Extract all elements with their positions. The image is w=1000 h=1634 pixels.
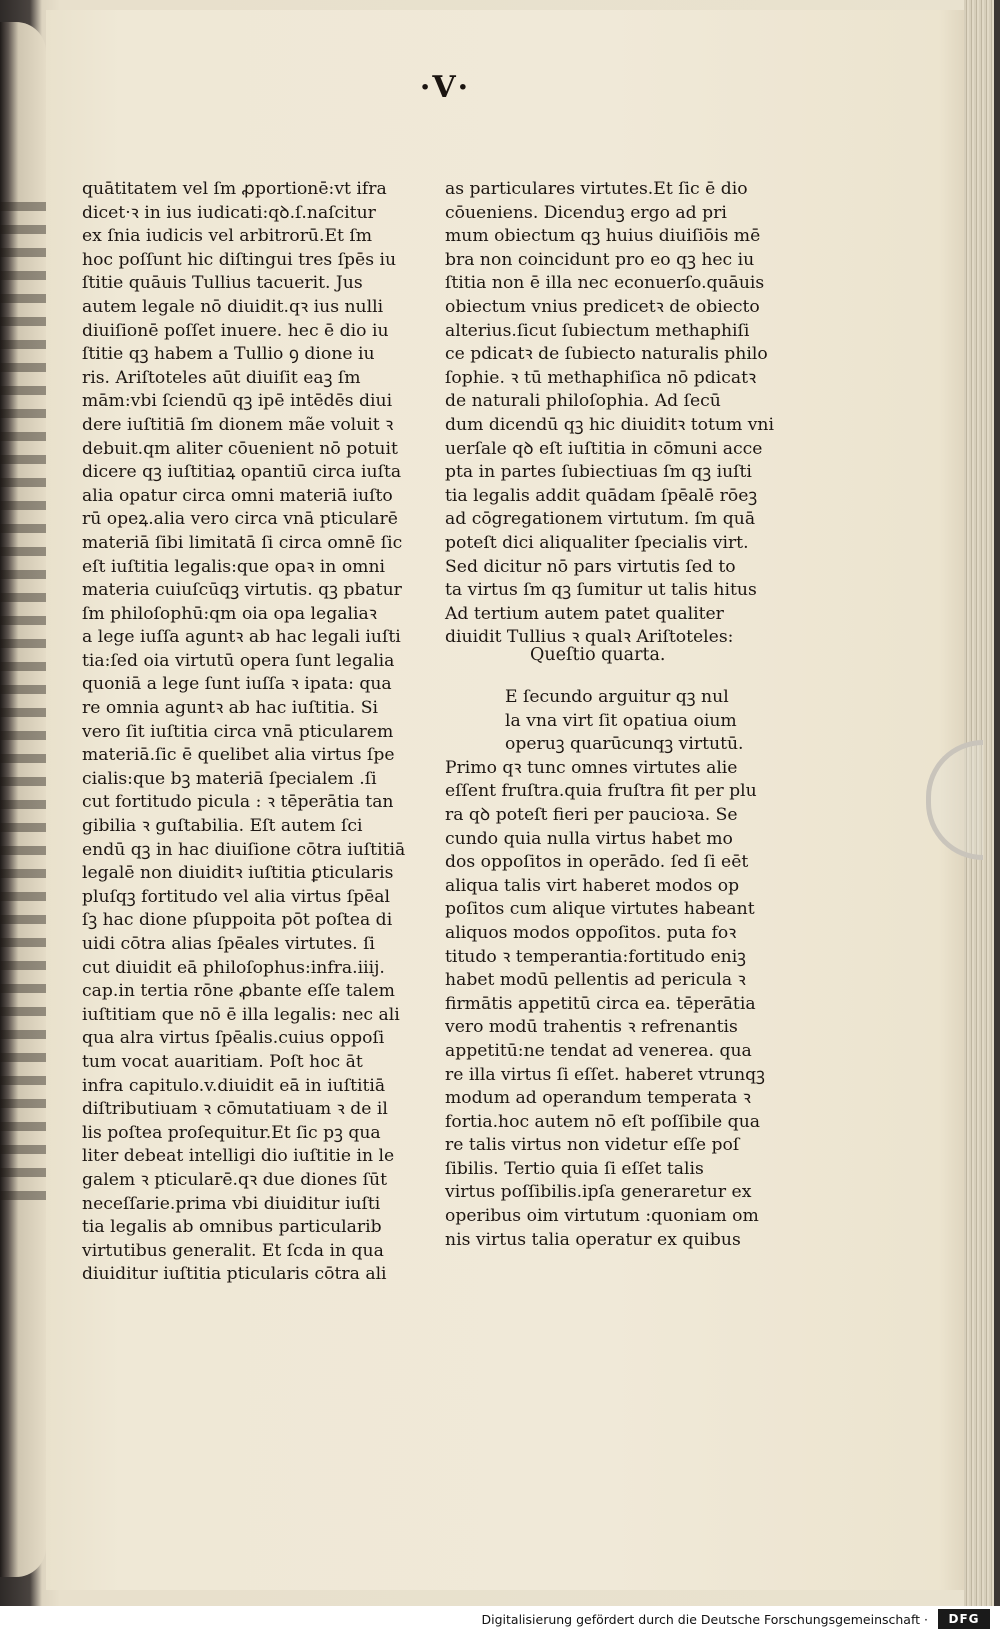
text-line: cut fortitudo picula : ꝛ tēperātia tan bbox=[82, 792, 394, 813]
text-line: habet modū pellentis ad pericula ꝛ bbox=[445, 970, 746, 991]
text-line: ſtitie qꝫ habem a Tullio ꝯ dione iu bbox=[82, 344, 375, 365]
text-line: galem ꝛ pticularē.qꝛ due diones ſūt bbox=[82, 1169, 388, 1190]
text-line: titudo ꝛ temperantia:fortitudo eniꝫ bbox=[445, 946, 746, 967]
facing-page-bleed bbox=[0, 202, 46, 1202]
text-line: eſt iuſtitia legalis:que opaꝛ in omni bbox=[82, 556, 386, 577]
facing-page-edge bbox=[0, 22, 46, 1577]
text-line: la vna virt ſit opatiua oium bbox=[505, 710, 737, 731]
text-line: quoniā a lege ſunt iuſſa ꝛ ipata: qua bbox=[82, 674, 392, 695]
text-line: dum dicendū qꝫ hic diuiditꝛ totum vni bbox=[445, 414, 774, 435]
text-line: virtutibus generalit. Et ſcda in qua bbox=[82, 1240, 384, 1261]
text-line: diuiſionē poſſet inuere. hec ē dio iu bbox=[82, 320, 389, 341]
text-line: as particulares virtutes.Et ſic ē dio bbox=[445, 179, 748, 199]
text-line: materiā ſibi limitatā ſi circa omnē ſic bbox=[82, 532, 403, 553]
text-line: eſſent fruſtra.quia fruſtra fit per plu bbox=[445, 781, 757, 802]
text-line: Primo qꝛ tunc omnes virtutes alie bbox=[445, 757, 738, 778]
dfg-logo: DFG bbox=[938, 1609, 990, 1629]
text-line: vero ſit iuſtitia circa vnā pticularem bbox=[82, 721, 394, 742]
text-line: tia legalis addit quādam ſpēalē rōeꝫ bbox=[445, 485, 758, 506]
text-line: cialis:que bꝫ materiā ſpecialem .ſi bbox=[82, 768, 377, 789]
text-line: diuiditur iuſtitia pticularis cōtra ali bbox=[82, 1264, 387, 1285]
text-line: quātitatem vel ſm ꝓportionē:vt ifra bbox=[82, 179, 387, 199]
text-line: uidi cōtra alias ſpēales virtutes. ſi bbox=[82, 934, 375, 954]
text-line: diuidit Tullius ꝛ qualꝛ Ariſtoteles: bbox=[445, 627, 734, 648]
text-line: ſtitia non ē illa nec econuerſo.quāuis bbox=[445, 273, 765, 294]
text-line: tia:ſed oia virtutū opera ſunt legalia bbox=[82, 650, 395, 671]
text-line: cap.in tertia rōne ꝓbante eſſe talem bbox=[82, 981, 395, 1002]
text-line: dere iuſtitiā ſm dionem mãe voluit ꝛ bbox=[82, 414, 394, 435]
text-line: dicet·ꝛ in ius iudicati:qꝺ.ſ.naſcitur bbox=[82, 202, 376, 223]
question-heading: Queſtio quarta. bbox=[530, 645, 666, 665]
text-line: diſtributiuam ꝛ cōmutatiuam ꝛ de il bbox=[82, 1099, 388, 1120]
text-line: dicere qꝫ iuſtitiaꝝ opantiū circa iuſta bbox=[82, 462, 402, 483]
text-line: re omnia aguntꝛ ab hac iuſtitia. Si bbox=[82, 698, 378, 719]
text-line: bra non coincidunt pro eo qꝫ hec iu bbox=[445, 249, 755, 270]
text-line: obiectum vnius predicetꝛ de obiecto bbox=[445, 296, 760, 317]
text-line: virtus poſſibilis.ipſa generaretur ex bbox=[445, 1182, 752, 1203]
text-line: liter debeat intelligi dio iuſtitie in le bbox=[82, 1146, 395, 1167]
text-line: gibilia ꝛ guſtabilia. Eſt autem ſci bbox=[82, 816, 363, 837]
text-line: de naturali philoſophia. Ad ſecū bbox=[445, 391, 721, 412]
text-line: aliquos modos oppoſitos. puta foꝛ bbox=[445, 922, 737, 943]
scanner-border bbox=[994, 0, 1000, 1634]
text-line: ſm philoſophū:qm oia opa legaliaꝛ bbox=[82, 603, 377, 624]
text-line: ris. Ariſtoteles aūt diuiſit eaꝫ ſm bbox=[82, 367, 361, 388]
running-head: ·V· bbox=[419, 70, 471, 105]
text-line: vero modū trahentis ꝛ refrenantis bbox=[445, 1017, 738, 1038]
text-line: materiā.ſic ē quelibet alia virtus ſpe bbox=[82, 745, 395, 766]
text-line: ſꝫ hac dione pſuppoita pōt poſtea di bbox=[82, 910, 393, 931]
funding-credit: Digitalisierung gefördert durch die Deutsche Forschungsgemeinschaft · bbox=[481, 1612, 928, 1627]
text-line: autem legale nō diuidit.qꝛ ius nulli bbox=[82, 296, 384, 317]
text-line: uerſale qꝺ eſt iuſtitia in cōmuni acce bbox=[445, 438, 763, 459]
text-line: alia opatur circa omni materiā iuſto bbox=[82, 485, 393, 506]
text-line: hoc poſſunt hic diſtingui tres ſpēs iu bbox=[82, 249, 397, 270]
text-line: a lege iuſſa aguntꝛ ab hac legali iuſti bbox=[82, 627, 401, 648]
text-line: debuit.qm aliter cōuenient nō potuit bbox=[82, 438, 398, 459]
left-text-column bbox=[82, 178, 406, 1287]
text-line: endū qꝫ in hac diuiſione cōtra iuſtitiā bbox=[82, 839, 406, 860]
text-line: operibus oim virtutum :quoniam om bbox=[445, 1206, 759, 1227]
text-line: tum vocat auaritiam. Poſt hoc āt bbox=[82, 1051, 363, 1072]
text-line: ſophie. ꝛ tū methaphiſica nō pdicatꝛ bbox=[445, 367, 757, 388]
text-line: dos oppoſitos in operādo. ſed ſi eēt bbox=[445, 852, 749, 873]
text-line: materia cuiuſcūqꝫ virtutis. qꝫ pbatur bbox=[82, 580, 402, 601]
text-line: cōueniens. Dicenduꝫ ergo ad pri bbox=[445, 202, 727, 223]
right-text-column-continued bbox=[445, 686, 765, 1252]
text-line: rū opeꝝ.alia vero circa vnā pticularē bbox=[82, 509, 398, 530]
text-line: ta virtus ſm qꝫ ſumitur ut talis hitus bbox=[445, 580, 757, 601]
text-line: cundo quia nulla virtus habet mo bbox=[445, 828, 733, 849]
text-line: Ad tertium autem patet qualiter bbox=[445, 603, 724, 624]
text-line: E ſecundo arguitur qꝫ nul bbox=[505, 687, 729, 707]
right-text-column bbox=[445, 178, 774, 650]
text-line: firmātis appetitū circa ea. tēperātia bbox=[445, 993, 756, 1014]
text-line: fortia.hoc autem nō eſt poſſibile qua bbox=[445, 1111, 761, 1132]
text-line: Sed dicitur nō pars virtutis ſed to bbox=[445, 556, 736, 577]
text-line: re talis virtus non videtur eſſe poſ bbox=[445, 1135, 740, 1156]
text-line: re illa virtus ſi eſſet. haberet vtrunqꝫ bbox=[445, 1064, 765, 1085]
footer-bar bbox=[0, 1606, 1000, 1634]
text-line: iuſtitiam que nō ē illa legalis: nec ali bbox=[82, 1004, 400, 1025]
text-line: ex ſnia iudicis vel arbitrorū.Et ſm bbox=[82, 226, 373, 247]
text-line: neceſſarie.prima vbi diuiditur iuſti bbox=[82, 1193, 381, 1214]
text-line: appetitū:ne tendat ad venerea. qua bbox=[445, 1040, 752, 1061]
text-line: ra qꝺ poteſt fieri per paucioꝛa. Se bbox=[445, 804, 738, 825]
text-line: ad cōgregationem virtutum. ſm quā bbox=[445, 509, 756, 530]
text-line: pluſqꝫ fortitudo vel alia virtus ſpēal bbox=[82, 886, 391, 907]
text-line: aliqua talis virt haberet modos op bbox=[445, 875, 740, 896]
text-line: ſibilis. Tertio quia ſi eſſet talis bbox=[445, 1158, 704, 1179]
text-line: nis virtus talia operatur ex quibus bbox=[445, 1229, 741, 1250]
text-line: ſtitie quāuis Tullius tacuerit. Jus bbox=[82, 273, 363, 294]
text-line: mum obiectum qꝫ huius diuiſiōis mē bbox=[445, 226, 761, 247]
text-line: legalē non diuiditꝛ iuſtitia ꝑticularis bbox=[82, 863, 394, 884]
text-line: lis poſtea proſequitur.Et ſic pꝫ qua bbox=[82, 1122, 381, 1143]
text-line: cut diuidit eā philoſophus:infra.iiij. bbox=[82, 957, 385, 978]
text-line: infra capitulo.v.diuidit eā in iuſtitiā bbox=[82, 1075, 386, 1096]
text-line: alterius.ſicut ſubiectum methaphiſi bbox=[445, 320, 750, 341]
text-line: modum ad operandum temperata ꝛ bbox=[445, 1088, 751, 1109]
text-line: ce pdicatꝛ de ſubiecto naturalis philo bbox=[445, 344, 768, 365]
text-line: poteſt dici aliqualiter ſpecialis virt. bbox=[445, 532, 749, 553]
text-line: pta in partes ſubiectiuas ſm qꝫ iuſti bbox=[445, 462, 752, 483]
text-line: operuꝫ quarūcunqꝫ virtutū. bbox=[505, 734, 744, 755]
text-line: mām:vbi ſciendū qꝫ ipē intēdēs diui bbox=[82, 391, 393, 412]
text-line: poſitos cum alique virtutes habeant bbox=[445, 899, 755, 920]
text-line: tia legalis ab omnibus particularib bbox=[82, 1217, 382, 1238]
text-line: qua alra virtus ſpēalis.cuius oppoſi bbox=[82, 1028, 385, 1049]
